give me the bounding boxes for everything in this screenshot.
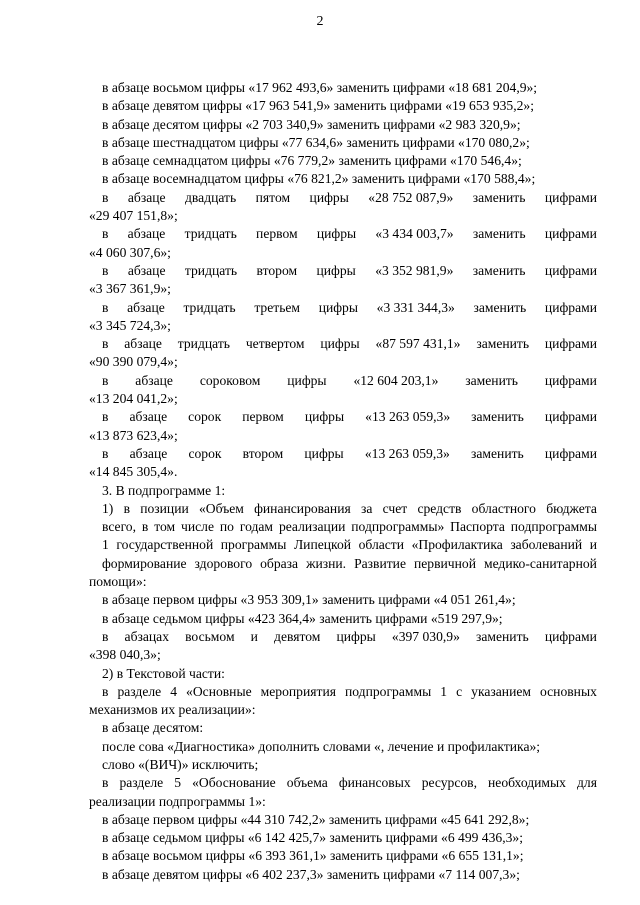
word: тридцать [184, 262, 238, 278]
word: в [102, 445, 109, 461]
text-line [89, 225, 597, 243]
word: 4 [170, 683, 178, 699]
word: тридцать [184, 226, 237, 242]
word: «Профилактика [411, 537, 503, 553]
text-line: «13 204 041,2»; [89, 391, 178, 407]
word: цифрами [544, 299, 597, 315]
text-line: в абзаце седьмом цифры «6 142 425,7» заменить цифрами «6 499 436,3»; [102, 830, 523, 846]
document-body [89, 79, 597, 884]
word: абзацах [124, 628, 169, 644]
word: 5 [174, 775, 182, 791]
word: «397 030,9» [391, 628, 460, 644]
text-line: «3 345 724,3»; [89, 317, 171, 333]
word: разделе [117, 683, 162, 699]
word: в [102, 226, 109, 242]
word: цифрами [544, 445, 597, 461]
word: абзаце [127, 189, 166, 205]
text-line: после сова «Диагностика» дополнить словами «, лечение и профилактика»; [102, 738, 541, 754]
text-line: в абзаце семнадцатом цифры «76 779,2» заменить цифрами «170 546,4»; [102, 153, 522, 169]
word: тридцать [177, 336, 230, 352]
word: подпрограммы [345, 683, 432, 699]
word: указанием [471, 683, 531, 699]
word: заболеваний [510, 537, 583, 553]
word: финансирования [254, 500, 351, 516]
word: цифры [318, 299, 358, 315]
word: цифрами [544, 189, 597, 205]
word: «Объем [199, 500, 244, 516]
word: медико-санитарной [483, 555, 597, 571]
word: в [102, 683, 109, 699]
word: 1 [440, 683, 448, 699]
text-line: «14 845 305,4». [89, 464, 178, 480]
text-line [89, 683, 597, 701]
word: «87 597 431,1» [375, 336, 461, 352]
word: цифрами [544, 372, 597, 388]
word: в [102, 628, 109, 644]
word: числе [181, 519, 214, 535]
word: в [102, 409, 109, 425]
word: «13 263 059,3» [364, 445, 450, 461]
word: заменить [473, 299, 527, 315]
word: заменить [471, 445, 524, 461]
word: цифры [316, 262, 356, 278]
word: абзаце [127, 299, 165, 315]
text-line [89, 774, 597, 792]
word: в [102, 372, 109, 388]
word: необходимых [488, 775, 566, 791]
text-line: «398 040,3»; [89, 647, 161, 663]
word: заменить [476, 336, 530, 352]
word: восьмом [185, 628, 235, 644]
word: четвертом [245, 336, 305, 352]
text-line [89, 555, 597, 573]
word: за [360, 500, 373, 516]
text-line: слово «(ВИЧ)» исключить; [102, 756, 259, 772]
text-line: «4 060 307,6»; [89, 244, 171, 260]
word: в [102, 189, 109, 205]
word: заменить [465, 372, 518, 388]
word: сороковом [199, 372, 261, 388]
word: финансовых [338, 775, 411, 791]
text-line: «3 367 361,9»; [89, 281, 171, 297]
word: втором [242, 445, 284, 461]
text-line: в абзаце девятом цифры «6 402 237,3» заменить цифрами «7 114 007,3»; [102, 866, 520, 882]
word: заменить [475, 628, 529, 644]
word: заменить [472, 226, 526, 242]
word: пятом [255, 189, 291, 205]
word: абзаце [127, 226, 166, 242]
word: цифрами [544, 262, 597, 278]
word: первом [242, 409, 284, 425]
text-line [89, 536, 597, 554]
word: «Основные [186, 683, 252, 699]
word: областного [471, 500, 536, 516]
text-line: в абзаце восьмом цифры «17 962 493,6» заменить цифрами «18 681 204,9»; [102, 80, 538, 95]
text-line: в абзаце восьмом цифры «6 393 361,1» заменить цифрами «6 655 131,1»; [102, 848, 524, 864]
word: в [141, 519, 149, 535]
word: ресурсов, [421, 775, 477, 791]
word: «13 263 059,3» [365, 409, 451, 425]
word: третьем [254, 299, 301, 315]
word: цифрами [544, 409, 597, 425]
text-line: в абзаце девятом цифры «17 963 541,9» заменить цифрами «19 653 935,2»; [102, 98, 534, 114]
word: заменить [472, 189, 526, 205]
word: в [102, 336, 109, 352]
word: 1) [102, 500, 114, 516]
text-line [89, 372, 597, 390]
text-line: «13 873 623,4»; [89, 427, 178, 443]
word: Липецкой [293, 537, 352, 553]
text-line: в абзаце первом цифры «3 953 309,1» заменить цифрами «4 051 261,4»; [102, 592, 516, 608]
text-line: «29 407 151,8»; [89, 208, 178, 224]
word: «Обоснование [192, 775, 276, 791]
word: цифрами [544, 628, 597, 644]
word: сорок [188, 445, 222, 461]
page-number: 2 [316, 14, 324, 29]
word: и [589, 537, 597, 553]
word: счет [382, 500, 408, 516]
text-line [89, 408, 597, 426]
word: подпрограммы» [351, 519, 445, 535]
text-line: в абзаце седьмом цифры «423 364,4» заменить цифрами «519 297,9»; [102, 610, 503, 626]
word: абзаце [124, 336, 162, 352]
word: Развитие [354, 555, 406, 571]
word: цифры [336, 628, 376, 644]
word: том [154, 519, 176, 535]
text-line: «90 390 079,4»; [89, 354, 178, 370]
word: в [102, 299, 109, 315]
word: реализации [278, 519, 346, 535]
word: программы [220, 537, 287, 553]
word: здорового [194, 555, 253, 571]
word: сорок [188, 409, 222, 425]
word: образа [260, 555, 299, 571]
text-line: 2) в Текстовой части: [102, 665, 225, 681]
text-line: в абзаце восемнадцатом цифры «76 821,2» заменить цифрами «170 588,4»; [102, 171, 536, 187]
word: цифры [309, 189, 349, 205]
word: «3 331 344,3» [376, 299, 455, 315]
word: цифры [320, 336, 360, 352]
word: цифры [304, 409, 345, 425]
text-line [89, 445, 597, 463]
word: бюджета [546, 500, 597, 516]
word: абзаце [129, 445, 168, 461]
word: в [102, 775, 109, 791]
word: тридцать [183, 299, 236, 315]
word: средств [417, 500, 462, 516]
word: цифрами [544, 336, 597, 352]
word: объема [286, 775, 328, 791]
word: первом [256, 226, 298, 242]
word: по [219, 519, 234, 535]
text-line [89, 500, 597, 518]
text-line: в абзаце шестнадцатом цифры «77 634,6» заменить цифрами «170 080,2»; [102, 134, 530, 150]
word: двадцать [185, 189, 237, 205]
word: области [358, 537, 405, 553]
word: годам [239, 519, 274, 535]
word: с [456, 683, 463, 699]
word: всего, [102, 519, 137, 535]
word: абзаце [135, 372, 173, 388]
word: Паспорта [450, 519, 505, 535]
text-line [89, 262, 597, 280]
word: абзаце [129, 409, 168, 425]
word: формирование [102, 555, 187, 571]
text-line: 3. В подпрограмме 1: [102, 482, 226, 498]
text-line: в абзаце первом цифры «44 310 742,2» заменить цифрами «45 641 292,8»; [102, 811, 530, 827]
word: мероприятия [260, 683, 336, 699]
word: цифры [287, 372, 327, 388]
word: цифрами [544, 226, 597, 242]
word: заменить [471, 409, 524, 425]
word: цифры [304, 445, 344, 461]
word: в [123, 500, 130, 516]
text-line: в абзаце десятом цифры «2 703 340,9» заменить цифрами «2 983 320,9»; [102, 116, 521, 132]
word: государственной [116, 537, 214, 553]
word: и [250, 628, 258, 644]
word: абзаце [127, 262, 166, 278]
word: 1 [102, 537, 109, 553]
text-line [89, 518, 597, 536]
text-line [89, 299, 597, 317]
word: девятом [274, 628, 321, 644]
text-line: механизмов их реализации»: [89, 702, 256, 718]
word: первичной [413, 555, 476, 571]
word: для [577, 775, 597, 791]
word: жизни. [306, 555, 347, 571]
word: разделе [119, 775, 164, 791]
word: заменить [472, 262, 526, 278]
text-line [89, 335, 597, 353]
word: «3 352 981,9» [375, 262, 454, 278]
word: основных [540, 683, 597, 699]
word: втором [256, 262, 298, 278]
word: цифры [316, 226, 357, 242]
text-line: помощи»: [89, 574, 147, 590]
word: в [102, 262, 109, 278]
text-line [89, 189, 597, 207]
word: «12 604 203,1» [353, 372, 439, 388]
word: «3 434 003,7» [375, 226, 454, 242]
text-line [89, 628, 597, 646]
text-line: реализации подпрограммы 1»: [89, 793, 266, 809]
word: подпрограммы [510, 519, 597, 535]
word: «28 752 087,9» [368, 189, 454, 205]
text-line: в абзаце десятом: [102, 720, 204, 736]
word: позиции [140, 500, 189, 516]
